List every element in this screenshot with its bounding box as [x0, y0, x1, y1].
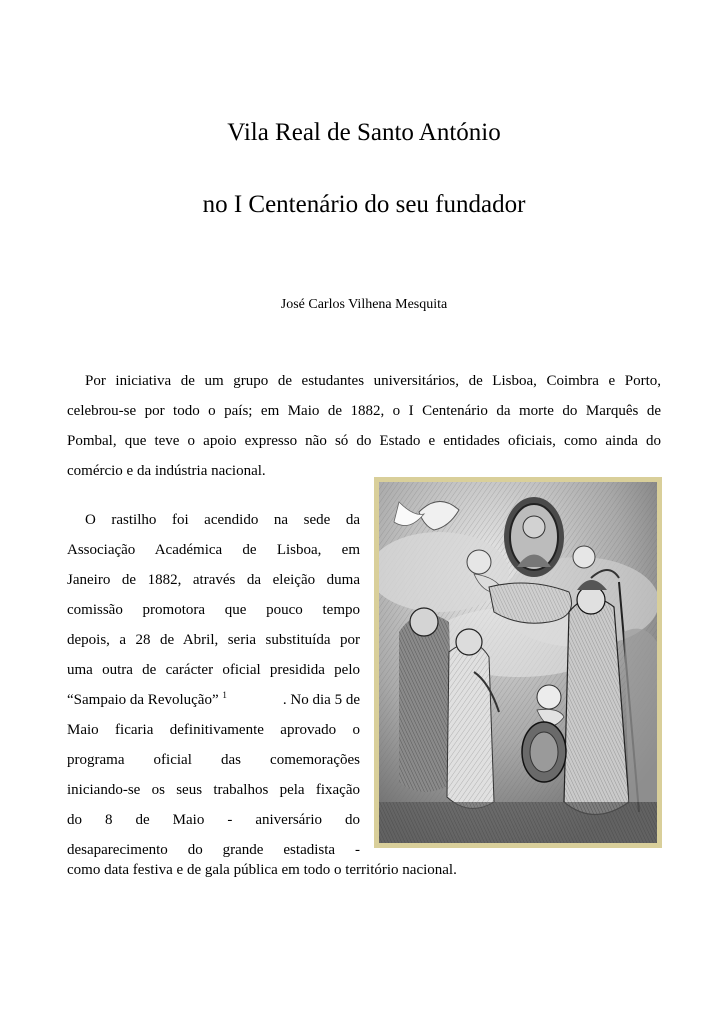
footnote-reference[interactable]: 1: [222, 690, 227, 700]
paragraph-3: como data festiva e de gala pública em todo o território nacional.: [67, 862, 457, 878]
paragraph-line: Maio ficaria definitivamente aprovado o: [67, 722, 360, 738]
paragraph-line: iniciando-se os seus trabalhos pela fixação: [67, 782, 360, 798]
page-title-line-2: no I Centenário do seu fundador: [202, 191, 526, 218]
paragraph-1: [67, 366, 661, 486]
paragraph-line: comércio e da indústria nacional.: [67, 463, 266, 479]
paragraph-line: Pombal, que teve o apoio expresso não só do Estado e entidades oficiais, como ainda do: [67, 433, 661, 449]
engraving-image: [374, 477, 662, 848]
paragraph-line: depois, a 28 de Abril, seria substituída por: [67, 632, 360, 648]
quote-text: “Sampaio da Revolução”: [67, 692, 219, 708]
line-continuation: . No dia 5 de: [282, 692, 360, 708]
paragraph-line: programa oficial das comemorações: [67, 752, 360, 768]
paragraph-line: [67, 685, 360, 715]
paragraph-line: comissão promotora que pouco tempo: [67, 602, 360, 618]
paragraph-2: [67, 505, 360, 865]
quoted-name: [67, 685, 227, 715]
paragraph-line: celebrou-se por todo o país; em Maio de 1882, o I Centenário da morte do Marquês de: [67, 403, 661, 419]
paragraph-line: Associação Académica de Lisboa, em: [67, 542, 360, 558]
paragraph-line: O rastilho foi acendido na sede da: [85, 512, 360, 528]
author: José Carlos Vilhena Mesquita: [280, 297, 448, 312]
page-title-line-1: Vila Real de Santo António: [227, 119, 501, 146]
allegorical-engraving: [379, 482, 657, 843]
paragraph-line: desaparecimento do grande estadista -: [67, 842, 360, 858]
paragraph-line: uma outra de carácter oficial presidida pelo: [67, 662, 360, 678]
paragraph-line: Por iniciativa de um grupo de estudantes universitários, de Lisboa, Coimbra e Porto,: [85, 373, 661, 389]
paragraph-line: Janeiro de 1882, através da eleição duma: [67, 572, 360, 588]
paragraph-line: do 8 de Maio - aniversário do: [67, 812, 360, 828]
